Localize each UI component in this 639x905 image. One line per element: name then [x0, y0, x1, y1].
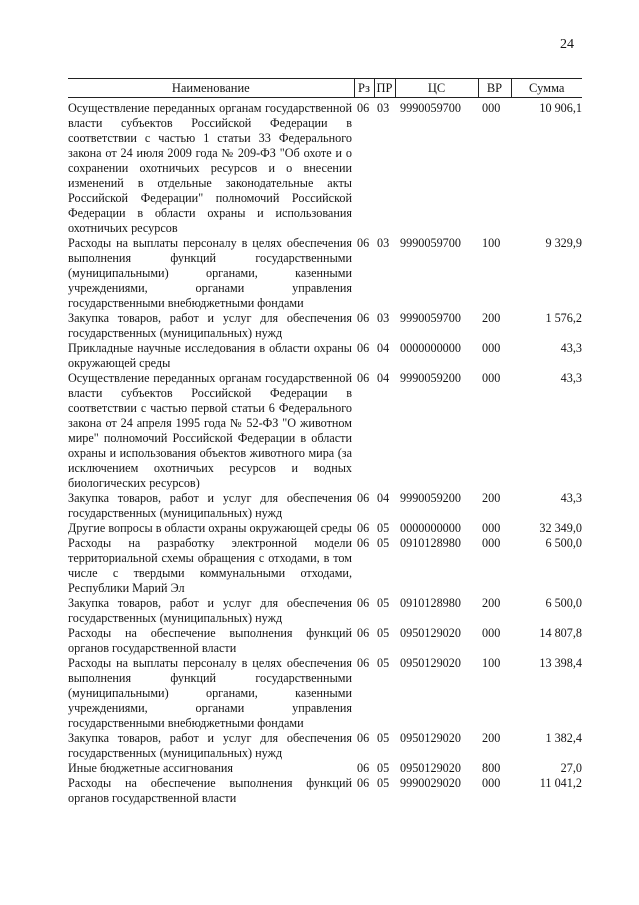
- row-cs: 0000000000: [400, 341, 461, 355]
- row-sum: 6 500,0: [545, 596, 582, 610]
- header-rz: Рз: [354, 79, 374, 98]
- row-name: Другие вопросы в области охраны окружающей среды: [68, 521, 352, 535]
- table-row: [68, 98, 582, 237]
- table-row: [68, 731, 582, 761]
- row-rz: 06: [357, 761, 370, 775]
- row-cs: 9990059700: [400, 311, 461, 325]
- row-name: Расходы на разработку электронной модели территориальной схемы обращения с отходами, в том числе с твердыми коммунальными отходами, Республики Марий Эл: [68, 536, 352, 595]
- row-sum: 13 398,4: [539, 656, 582, 670]
- row-cs: 0950129020: [400, 731, 461, 745]
- row-sum: 6 500,0: [545, 536, 582, 550]
- row-cs: 9990029020: [400, 776, 461, 790]
- header-name: Наименование: [68, 79, 354, 98]
- page-number: 24: [560, 37, 574, 52]
- row-cs: 9990059700: [400, 236, 461, 250]
- row-pr: 05: [377, 521, 390, 535]
- row-pr: 05: [377, 761, 390, 775]
- header-pr: ПР: [374, 79, 395, 98]
- row-vr: 200: [482, 311, 501, 325]
- row-vr: 000: [482, 776, 501, 790]
- row-rz: 06: [357, 776, 370, 790]
- row-sum: 10 906,1: [539, 101, 582, 115]
- row-pr: 04: [377, 491, 390, 505]
- row-vr: 000: [482, 371, 501, 385]
- row-cs: 0950129020: [400, 656, 461, 670]
- table-header: [68, 79, 582, 98]
- row-name: Расходы на обеспечение выполнения функций органов государственной власти: [68, 626, 352, 655]
- row-rz: 06: [357, 101, 370, 115]
- table-row: [68, 236, 582, 311]
- row-pr: 05: [377, 596, 390, 610]
- row-name: Расходы на выплаты персоналу в целях обеспечения выполнения функций государственными (муниципальными) органами, казенными учреждениями, органами управления государственными внебюджетными фондами: [68, 656, 352, 730]
- header-cs: ЦС: [395, 79, 478, 98]
- row-pr: 03: [377, 236, 390, 250]
- row-name: Закупка товаров, работ и услуг для обеспечения государственных (муниципальных) нужд: [68, 731, 352, 760]
- row-sum: 11 041,2: [539, 776, 582, 790]
- row-cs: 9990059700: [400, 101, 461, 115]
- row-vr: 000: [482, 626, 501, 640]
- row-rz: 06: [357, 536, 370, 550]
- row-rz: 06: [357, 731, 370, 745]
- row-cs: 0000000000: [400, 521, 461, 535]
- row-cs: 9990059200: [400, 371, 461, 385]
- table-row: [68, 656, 582, 731]
- row-pr: 05: [377, 656, 390, 670]
- table-row: [68, 521, 582, 536]
- row-vr: 000: [482, 521, 501, 535]
- row-sum: 43,3: [560, 491, 582, 505]
- row-sum: 43,3: [560, 371, 582, 385]
- table-row: [68, 311, 582, 341]
- header-sum: Сумма: [511, 79, 582, 98]
- row-rz: 06: [357, 626, 370, 640]
- table-row: [68, 536, 582, 596]
- row-name: Прикладные научные исследования в области охраны окружающей среды: [68, 341, 352, 370]
- row-rz: 06: [357, 596, 370, 610]
- row-name: Закупка товаров, работ и услуг для обеспечения государственных (муниципальных) нужд: [68, 311, 352, 340]
- row-pr: 03: [377, 101, 390, 115]
- row-name: Осуществление переданных органам государственной власти субъектов Российской Федерации в соответствии с частью 1 статьи 33 Федерального закона от 24 июля 2009 года № 209-ФЗ "Об охоте и о сохранении охотничьих ресурсов и о внесении изменений в отдельные законодательные акты Российской Федерации" полномочий Российской Федерации в области охраны и использования охотничьих ресурсов: [68, 101, 352, 235]
- row-pr: 05: [377, 776, 390, 790]
- row-vr: 200: [482, 491, 501, 505]
- row-name: Осуществление переданных органам государственной власти субъектов Российской Федерации в соответствии с частью первой статьи 6 Федерального закона от 24 апреля 1995 года № 52-ФЗ "О животном мире" полномочий Российской Федерации в области охраны и использования объектов животного мира (за исключением охотничьих ресурсов и водных биологических ресурсов): [68, 371, 352, 490]
- row-sum: 1 576,2: [545, 311, 582, 325]
- row-cs: 0910128980: [400, 596, 461, 610]
- table-row: [68, 371, 582, 491]
- row-sum: 43,3: [560, 341, 582, 355]
- row-rz: 06: [357, 311, 370, 325]
- row-rz: 06: [357, 521, 370, 535]
- row-pr: 04: [377, 371, 390, 385]
- row-pr: 03: [377, 311, 390, 325]
- table-row: [68, 761, 582, 776]
- row-cs: 0910128980: [400, 536, 461, 550]
- row-sum: 14 807,8: [539, 626, 582, 640]
- row-vr: 800: [482, 761, 501, 775]
- row-vr: 200: [482, 731, 501, 745]
- table-row: [68, 596, 582, 626]
- row-sum: 32 349,0: [539, 521, 582, 535]
- row-pr: 04: [377, 341, 390, 355]
- budget-table: [68, 78, 582, 806]
- row-rz: 06: [357, 656, 370, 670]
- row-vr: 100: [482, 236, 501, 250]
- table-body: [68, 98, 582, 807]
- row-vr: 000: [482, 101, 501, 115]
- row-vr: 000: [482, 341, 501, 355]
- table-row: [68, 776, 582, 806]
- row-name: Закупка товаров, работ и услуг для обеспечения государственных (муниципальных) нужд: [68, 596, 352, 625]
- row-rz: 06: [357, 236, 370, 250]
- row-pr: 05: [377, 731, 390, 745]
- row-name: Закупка товаров, работ и услуг для обеспечения государственных (муниципальных) нужд: [68, 491, 352, 520]
- row-vr: 000: [482, 536, 501, 550]
- row-sum: 27,0: [560, 761, 582, 775]
- row-vr: 200: [482, 596, 501, 610]
- row-cs: 0950129020: [400, 761, 461, 775]
- row-rz: 06: [357, 491, 370, 505]
- row-sum: 9 329,9: [545, 236, 582, 250]
- row-pr: 05: [377, 626, 390, 640]
- row-name: Расходы на обеспечение выполнения функций органов государственной власти: [68, 776, 352, 805]
- row-rz: 06: [357, 341, 370, 355]
- row-sum: 1 382,4: [545, 731, 582, 745]
- header-vr: ВР: [478, 79, 511, 98]
- row-name: Расходы на выплаты персоналу в целях обеспечения выполнения функций государственными (муниципальными) органами, казенными учреждениями, органами управления государственными внебюджетными фондами: [68, 236, 352, 310]
- budget-table-container: [68, 78, 582, 806]
- row-name: Иные бюджетные ассигнования: [68, 761, 234, 775]
- row-cs: 0950129020: [400, 626, 461, 640]
- row-rz: 06: [357, 371, 370, 385]
- row-pr: 05: [377, 536, 390, 550]
- table-row: [68, 491, 582, 521]
- row-vr: 100: [482, 656, 501, 670]
- table-row: [68, 626, 582, 656]
- table-row: [68, 341, 582, 371]
- row-cs: 9990059200: [400, 491, 461, 505]
